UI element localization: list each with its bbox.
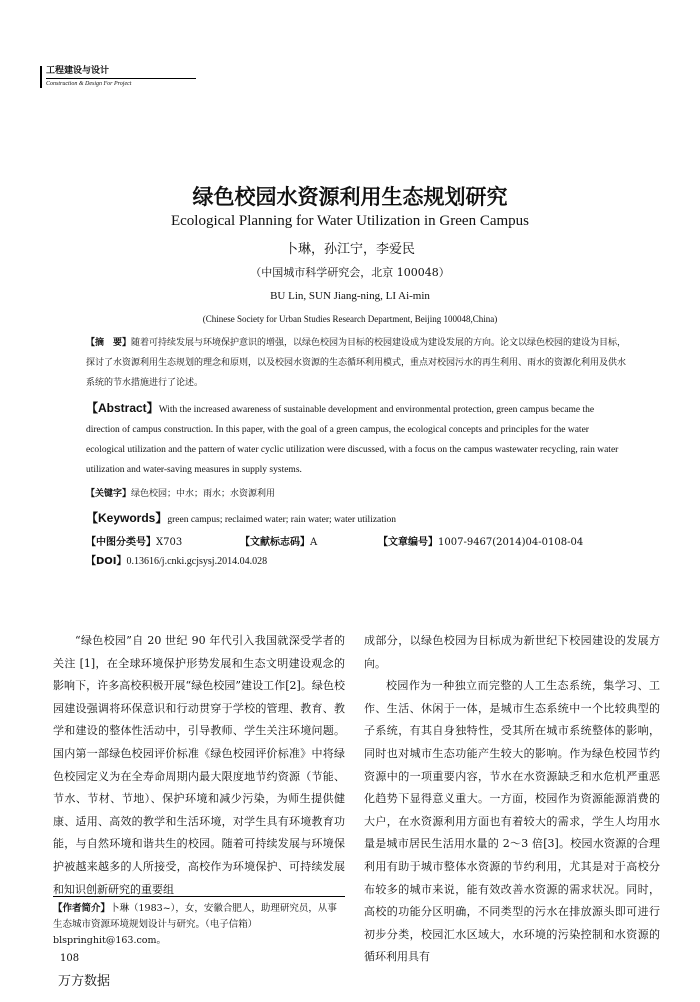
- body-column-right: [364, 630, 660, 969]
- body-column-left: [53, 630, 345, 901]
- keywords-cn-text: 绿色校园；中水；雨水；水资源利用: [131, 489, 276, 499]
- body-paragraph: 成部分，以绿色校园为目标成为新世纪下校园建设的发展方向。: [364, 634, 660, 670]
- title-chinese: 绿色校园水资源利用生态规划研究: [192, 185, 508, 209]
- journal-header: [40, 66, 196, 88]
- journal-name-cn: 工程建设与设计: [46, 66, 110, 76]
- authors-chinese: 卜琳，孙江宁，李爱民: [284, 242, 415, 257]
- keywords-en-label: 【Keywords】: [86, 511, 168, 525]
- page-number: 108: [60, 953, 80, 964]
- title-english: Ecological Planning for Water Utilization in Green Campus: [170, 213, 529, 229]
- document-code: [240, 536, 317, 550]
- classification-number: [86, 536, 182, 550]
- doi-label: 【DOI】: [86, 556, 127, 567]
- affiliation-english: (Chinese Society for Urban Studies Research Department, Beijing 100048,China): [202, 314, 498, 324]
- doc-code-label: 【文献标志码】: [240, 537, 310, 548]
- keywords-en-text: green campus; reclaimed water; rain water; water utilization: [167, 515, 397, 525]
- abstract-chinese: [86, 333, 630, 393]
- body-paragraph: 校园作为一种独立而完整的人工生态系统，集学习、工作、生活、休闲于一体，是城市生态系统中一个比较典型的子系统，有其自身独特性，受其所在城市系统整体的影响，同时也对城市生态功能产生较大的影响。作为绿色校园节约资源中的一项重要内容，节水在水资源缺乏和水危机严重恶化趋势下显得意义重大。一方面，校园作为资源能源消费的大户，在水资源利用方面也有着较大的需求，学生人均用水量是城市居民生活用水量的 2～3 倍[3]。校园水资源的合理利用有助于城市整体水资源的节约利用，尤其是对于高校分布较多的城市来说，能有效改善水资源的需求状况。同时，高校的功能分区明确，不同类型的污水在排放源头即可进行初步分类，校园汇水区域大，水环境的污染控制和水资源的循环利用具有: [364, 679, 660, 964]
- watermark: 万方数据: [58, 974, 111, 989]
- classification-label: 【中图分类号】: [86, 537, 156, 548]
- doi-value: 0.13616/j.cnki.gcjsysj.2014.04.028: [126, 556, 268, 567]
- article-no-value: 1007-9467(2014)04-0108-04: [438, 537, 584, 548]
- article-number: [378, 536, 583, 550]
- author-note-label: 【作者简介】: [53, 903, 111, 914]
- doc-code-value: A: [310, 537, 318, 548]
- doi: [86, 555, 267, 569]
- abstract-cn-label: 【摘 要】: [86, 338, 132, 348]
- article-no-label: 【文章编号】: [378, 537, 438, 548]
- affiliation-chinese: （中国城市科学研究会，北京 100048）: [250, 266, 450, 279]
- author-note: [53, 896, 345, 949]
- abstract-en-label: 【Abstract】: [86, 401, 159, 415]
- keywords-chinese: [86, 487, 630, 501]
- keywords-english: [86, 511, 630, 527]
- classification-value: X703: [156, 537, 183, 548]
- body-paragraph: “绿色校园”自 20 世纪 90 年代引入我国就深受学者的关注 [1]，在全球环境保护形势发展和生态文明建设观念的影响下，许多高校积极开展“绿色校园”建设工作[2]。绿色校园建设强调将环保意识和行动贯穿于学校的管理、教育、教学和建设的整体性活动中，引导教师、学生关注环境问题。国内第一部绿色校园评价标准《绿色校园评价标准》中将绿色校园定义为在全寿命周期内最大限度地节约资源（节能、节水、节材、节地）、保护环境和减少污染，为师生提供健康、适用、高效的教学和生活环境，对学生具有环境教育功能，与自然环境和谐共生的校园。随着可持续发展与环境保护被越来越多的人所接受，高校作为环境保护、可持续发展和知识创新研究的重要组: [53, 634, 345, 896]
- authors-english: BU Lin, SUN Jiang-ning, LI Ai-min: [270, 290, 430, 302]
- keywords-cn-label: 【关键字】: [86, 489, 132, 499]
- abstract-english: [86, 398, 630, 480]
- author-note-text: 卜琳（1983~），女，安徽合肥人，助理研究员，从事生态城市资源环境规划设计与研究。（电子信箱）blspringhit@163.com。: [53, 903, 337, 946]
- journal-name-en: Construction & Design For Project: [46, 78, 196, 88]
- abstract-en-text: With the increased awareness of sustainable development and environmental protection, green campus became the direction of campus construction. In this paper, with the goal of a green campus, the ecological concepts and principles for the water ecological utilization and the pattern of water cyclic utilization were discussed, with a focus on the campus wastewater recycling, rain water utilization and water-saving measures in supply systems.: [86, 405, 619, 475]
- abstract-cn-text: 随着可持续发展与环境保护意识的增强，以绿色校园为目标的校园建设成为建设发展的方向。论文以绿色校园的建设为目标，探讨了水资源利用生态规划的理念和原则，以及校园水资源的生态循环利用模式，重点对校园污水的再生利用、雨水的资源化利用及供水系统的节水措施进行了论述。: [86, 338, 627, 388]
